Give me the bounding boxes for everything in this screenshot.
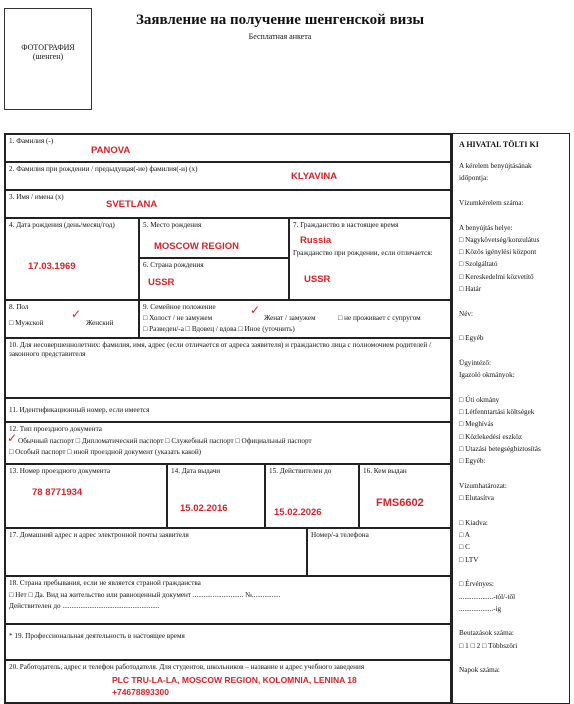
office-line: Napok száma: — [459, 666, 500, 675]
field-phone-label: Номер/-а телефона — [311, 531, 369, 539]
field-minor-guardian-label: 10. Для несовершеннолетних: фамилия, имя, адрес (если отличается от адреса заявителя) и гражданство лица с полномочием родителей / законного представителя — [9, 341, 431, 358]
field-nationality-value[interactable]: Russia — [300, 235, 332, 246]
office-line: Ügyintéző: — [459, 358, 491, 367]
field-birth-surname-value[interactable]: KLYAVINA — [291, 171, 338, 182]
office-line[interactable]: □ Úti okmány — [459, 395, 500, 404]
marital-separated-option[interactable]: □ не проживает с супругом — [338, 314, 421, 322]
office-line: Igazoló okmányok: — [459, 371, 515, 380]
office-line: Név: — [459, 309, 473, 318]
field-passport-number-label: 13. Номер проездного документа — [9, 467, 111, 475]
office-use-title: A HIVATAL TÖLTI KI — [459, 140, 539, 149]
field-residence-country — [5, 576, 451, 624]
field-birth-date — [5, 218, 139, 300]
office-line[interactable]: □ Létfenntartási költségek — [459, 408, 535, 416]
field-first-name-label: 3. Имя / имена (x) — [9, 193, 64, 201]
check-mark-icon: ✓ — [71, 307, 82, 321]
field-birth-place-label: 5. Место рождения — [143, 221, 202, 229]
field-valid-until-label: 15. Действителен до — [269, 467, 332, 475]
field-employer — [5, 660, 451, 703]
office-line[interactable]: □ Egyéb: — [459, 457, 486, 466]
check-mark-icon: ✓ — [250, 303, 261, 317]
field-birth-surname — [5, 162, 451, 190]
field-birth-date-value[interactable]: 17.03.1969 — [28, 261, 76, 272]
field-birth-place — [139, 218, 289, 258]
office-line: A benyújtás helye: — [459, 223, 513, 232]
field-marital-status-label: 9. Семейное положение — [143, 303, 216, 311]
application-form — [4, 133, 452, 704]
office-line[interactable]: □ 1 □ 2 □ Többszöri — [459, 641, 518, 650]
field-nationality-label: 7. Гражданство в настоящее время — [293, 221, 399, 229]
sex-male-option[interactable]: □ Мужской — [9, 319, 44, 327]
field-id-number — [5, 398, 451, 422]
field-passport-number-value[interactable]: 78 8771934 — [32, 487, 83, 498]
field-occupation — [5, 624, 451, 660]
photo-box: ФОТОГРАФИЯ (шенген) — [4, 8, 92, 110]
office-line: Vízumhatározat: — [459, 481, 507, 490]
field-employer-label: 20. Работодатель, адрес и телефон работодателя. Для студентов, школьников – название и адрес учебного заведения — [9, 663, 365, 671]
form-subtitle: Бесплатная анкета — [248, 32, 312, 41]
field-surname-value[interactable]: PANOVA — [91, 145, 131, 156]
marital-other-options[interactable]: □ Разведен/-а □ Вдовец / вдова □ Иное (уточнить) — [143, 325, 295, 333]
office-line[interactable]: □ Utazási betegségbiztosítás — [459, 444, 541, 453]
office-line[interactable]: □ A — [459, 531, 470, 539]
field-issue-date-label: 14. Дата выдачи — [171, 467, 221, 475]
field-birth-date-label: 4. Дата рождения (день/месяц/год) — [9, 221, 115, 229]
travel-doc-options-1[interactable]: Обычный паспорт □ Дипломатический паспорт □ Служебный паспорт □ Официальный паспорт — [18, 437, 312, 445]
office-line[interactable]: □ Kiadva: — [459, 518, 488, 527]
office-line[interactable]: □ Meghívás — [459, 420, 494, 429]
field-nationality-birth-value[interactable]: USSR — [304, 274, 331, 285]
office-line[interactable]: □ Egyéb — [459, 334, 484, 343]
office-line[interactable]: □ Nagykövetség/konzulátus — [459, 235, 540, 244]
field-birth-country-label: 6. Страна рождения — [143, 261, 204, 269]
office-line[interactable]: □ Közös igénylési központ — [459, 248, 537, 257]
field-birth-surname-label: 2. Фамилия при рождении / предыдущая(-ие) фамилия(-и) (x) — [9, 165, 198, 173]
field-first-name — [5, 190, 451, 218]
residence-valid-until[interactable]: Действителен до ...................................................... — [9, 602, 160, 610]
field-issued-by-value[interactable]: FMS6602 — [376, 497, 424, 509]
field-birth-country — [139, 258, 289, 300]
field-marital-status — [139, 300, 451, 338]
office-line: ...................-ig — [459, 604, 502, 613]
field-minor-guardian — [5, 338, 451, 398]
field-passport-number — [5, 464, 167, 528]
field-issued-by — [359, 464, 451, 528]
office-line[interactable]: □ Közlekedési eszköz — [459, 432, 523, 441]
office-line[interactable]: □ Elutasítva — [459, 494, 494, 503]
residence-options[interactable]: □ Нет □ Да. Вид на жительство или равноценный документ ............................ №................ — [9, 591, 281, 599]
field-residence-country-label: 18. Страна пребывания, если не является страной гражданства — [9, 579, 201, 587]
field-travel-doc-type — [5, 422, 451, 464]
field-first-name-value[interactable]: SVETLANA — [106, 199, 158, 210]
field-home-address — [5, 528, 307, 576]
office-line[interactable]: □ Érvényes: — [459, 580, 494, 589]
office-line: A kérelem benyújtásának — [459, 162, 532, 170]
field-phone — [307, 528, 451, 576]
marital-married-option[interactable]: Женат / замужем — [264, 314, 316, 322]
field-nationality — [289, 218, 451, 300]
field-issue-date — [167, 464, 265, 528]
field-issue-date-value[interactable]: 15.02.2016 — [180, 503, 228, 514]
field-nationality-birth-label: Гражданство при рождении, если отличается: — [293, 249, 433, 257]
office-line[interactable]: □ C — [459, 543, 470, 552]
field-birth-place-value[interactable]: MOSCOW REGION — [154, 241, 239, 252]
field-employer-phone-value[interactable]: +74678893300 — [112, 687, 169, 697]
sex-female-option[interactable]: Женский — [86, 319, 114, 327]
office-line: Vízumkérelem száma: — [459, 198, 524, 207]
office-line[interactable]: □ Határ — [459, 285, 482, 293]
field-surname — [5, 134, 451, 162]
field-birth-country-value[interactable]: USSR — [148, 277, 175, 288]
office-line: ...................-tól/-től — [459, 592, 516, 601]
field-id-number-label: 11. Идентификационный номер, если имеется — [9, 406, 150, 414]
office-use-panel — [452, 133, 570, 704]
office-line[interactable]: □ LTV — [459, 555, 479, 564]
field-sex — [5, 300, 139, 338]
office-line[interactable]: □ Kereskedelmi közvetítő — [459, 272, 534, 281]
office-line: időpontja: — [459, 174, 489, 183]
office-line[interactable]: □ Szolgáltató — [459, 260, 498, 269]
marital-single-option[interactable]: □ Холост / не замужем — [143, 314, 213, 322]
field-surname-label: 1. Фамилия (-) — [9, 137, 54, 145]
travel-doc-options-2[interactable]: □ Особый паспорт □ иной проездной документ (указать какой) — [9, 448, 202, 456]
check-mark-icon: ✓ — [7, 431, 18, 445]
field-home-address-label: 17. Домашний адрес и адрес электронной почты заявителя — [9, 531, 189, 539]
form-title: Заявление на получение шенгенской визы — [135, 12, 425, 28]
field-issued-by-label: 16. Кем выдан — [363, 467, 407, 475]
field-travel-doc-type-label: 12. Тип проездного документа — [9, 425, 102, 433]
field-sex-label: 8. Пол — [9, 303, 29, 311]
office-line: Beutazások száma: — [459, 629, 514, 638]
field-employer-value[interactable]: PLC TRU-LA-LA, MOSCOW REGION, KOLOMNIA, LENINA 18 — [112, 675, 357, 685]
field-occupation-label: * 19. Профессиональная деятельность в настоящее время — [9, 632, 185, 640]
field-valid-until — [265, 464, 359, 528]
field-valid-until-value[interactable]: 15.02.2026 — [274, 507, 322, 518]
